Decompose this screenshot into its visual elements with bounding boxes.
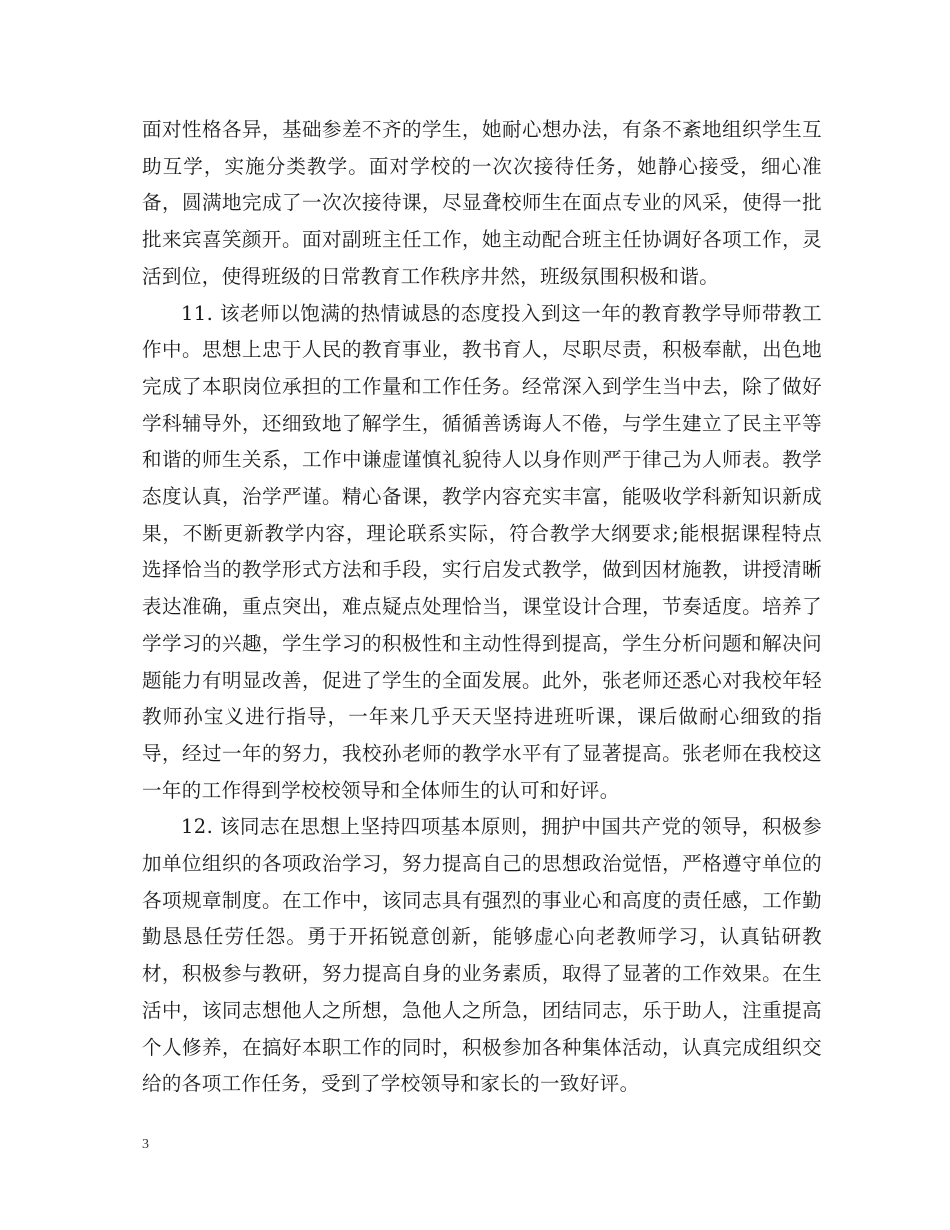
page-number: 3: [142, 1137, 149, 1152]
paragraph-continued: 面对性格各异，基础参差不齐的学生，她耐心想办法，有条不紊地组织学生互助互学，实施分类教学。面对学校的一次次接待任务，她静心接受，细心准备，圆满地完成了一次次接待课，尽显聋校师生在面点专业的风采，使得一批批来宾喜笑颜开。面对副班主任工作，她主动配合班主任协调好各项工作，灵活到位，使得班级的日常教育工作秩序井然，班级氛围积极和谐。: [142, 118, 822, 288]
paragraph-item-11: 11. 该老师以饱满的热情诚恳的态度投入到这一年的教育教学导师带教工作中。思想上忠于人民的教育事业，教书育人，尽职尽责，积极奉献，出色地完成了本职岗位承担的工作量和工作任务。经常深入到学生当中去，除了做好学科辅导外，还细致地了解学生，循循善诱诲人不倦，与学生建立了民主平等和谐的师生关系，工作中谦虚谨慎礼貌待人以身作则严于律己为人师表。教学态度认真，治学严谨。精心备课，教学内容充实丰富，能吸收学科新知识新成果，不断更新教学内容，理论联系实际，符合教学大纲要求;能根据课程特点选择恰当的教学形式方法和手段，实行启发式教学，做到因材施教，讲授清晰表达准确，重点突出，难点疑点处理恰当，课堂设计合理，节奏适度。培养了学学习的兴趣，学生学习的积极性和主动性得到提高，学生分析问题和解决问题能力有明显改善，促进了学生的全面发展。此外，张老师还悉心对我校年轻教师孙宝义进行指导，一年来几乎天天坚持进班听课，课后做耐心细致的指导，经过一年的努力，我校孙老师的教学水平有了显著提高。张老师在我校这一年的工作得到学校校领导和全体师生的认可和好评。: [142, 301, 822, 802]
paragraph-item-12: 12. 该同志在思想上坚持四项基本原则，拥护中国共产党的领导，积极参加单位组织的各项政治学习，努力提高自己的思想政治觉悟，严格遵守单位的各项规章制度。在工作中，该同志具有强烈的事业心和高度的责任感，工作勤勤恳恳任劳任怨。勇于开拓锐意创新，能够虚心向老教师学习，认真钻研教材，积极参与教研，努力提高自身的业务素质，取得了显著的工作效果。在生活中，该同志想他人之所想，急他人之所急，团结同志，乐于助人，注重提高个人修养，在搞好本职工作的同时，积极参加各种集体活动，认真完成组织交给的各项工作任务，受到了学校领导和家长的一致好评。: [142, 815, 822, 1096]
document-body: [142, 112, 822, 1103]
